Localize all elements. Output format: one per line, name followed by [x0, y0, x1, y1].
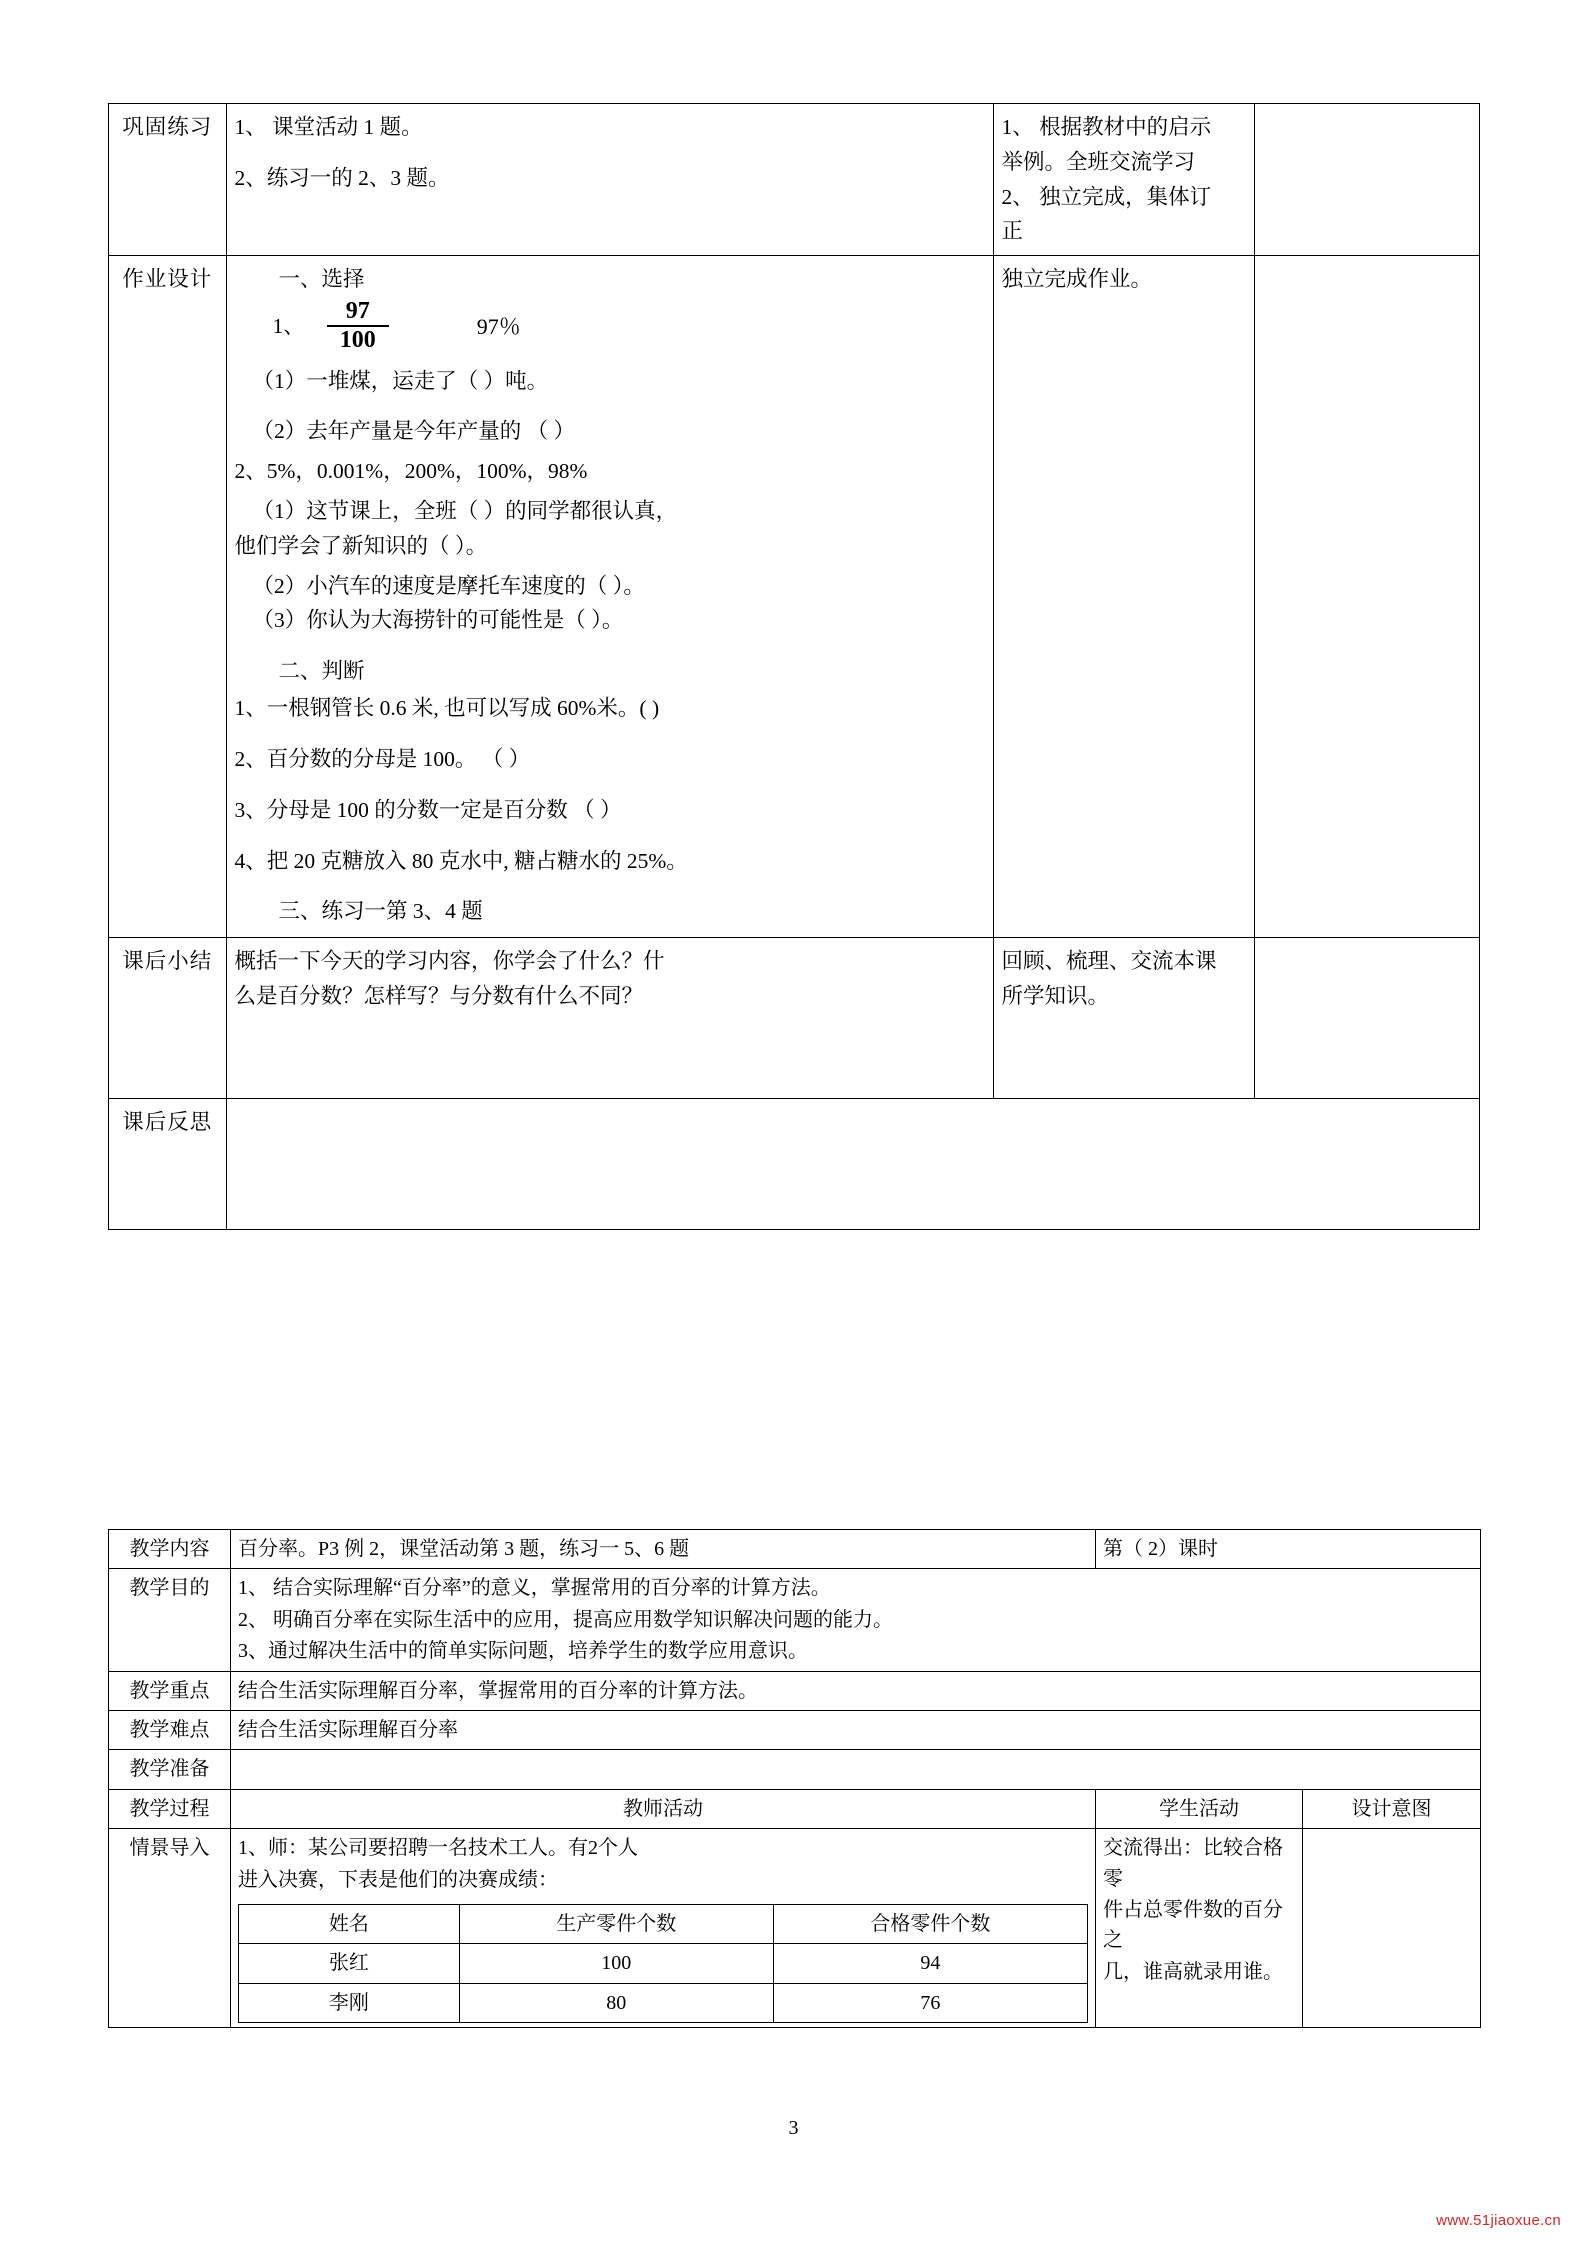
reflection-content	[226, 1098, 1480, 1229]
student-line: 1、 根据教材中的启示	[1001, 115, 1212, 139]
consolidation-line-2: 2、练习一的 2、3 题。	[234, 165, 450, 190]
class-period-value: 第（ 2）课时	[1096, 1530, 1481, 1569]
aim-line: 2、 明确百分率在实际生活中的应用，提高应用数学知识解决问题的能力。	[238, 1608, 893, 1631]
lesson-plan-table-part2	[108, 1529, 1481, 2028]
score-header-qualified: 合格零件个数	[773, 1904, 1087, 1943]
score-cell-name: 张红	[239, 1944, 460, 1983]
judgement-item-3: 3、分母是 100 的分数一定是百分数 （ ）	[234, 797, 622, 822]
table-row	[239, 1944, 1088, 1983]
teaching-content-label: 教学内容	[109, 1530, 231, 1569]
fraction-97-over-100	[327, 299, 389, 353]
student-line: 几，谁高就录用谁。	[1103, 1960, 1283, 1983]
lesson-plan-table-part1	[108, 103, 1480, 1230]
scenario-intro-label: 情景导入	[109, 1829, 231, 2028]
question-2-sub-1b: 他们学会了新知识的（ ）。	[234, 533, 488, 558]
teaching-prep-value	[231, 1750, 1481, 1789]
table-row	[109, 104, 1480, 256]
intro-line: 1、师：某公司要招聘一名技术工人。有2个人	[238, 1837, 638, 1860]
score-header-produced: 生产零件个数	[459, 1904, 773, 1943]
homework-content	[226, 256, 993, 938]
column-header-teacher-activity: 教师活动	[231, 1789, 1096, 1828]
question-2-sub-3: （3）你认为大海捞针的可能性是（ ）。	[252, 608, 624, 633]
summary-line: 概括一下今天的学习内容，你学会了什么？什	[234, 949, 665, 974]
page-number: 3	[788, 2117, 799, 2139]
row-label-summary: 课后小结	[109, 938, 227, 1099]
teaching-aims-value	[231, 1569, 1481, 1671]
question-1-percent: 97％	[476, 313, 521, 339]
student-line: 举例。全班交流学习	[1001, 149, 1196, 174]
score-cell-qualified: 76	[773, 1983, 1087, 2022]
question-1-sub-2: （2）去年产量是今年产量的 （ ）	[252, 419, 576, 444]
contest-score-table	[238, 1904, 1088, 2023]
student-line: 独立完成作业。	[1001, 267, 1153, 292]
homework-section-two-title: 二、判断	[278, 659, 365, 684]
student-line: 件占总零件数的百分之	[1103, 1898, 1283, 1952]
column-header-student-activity: 学生活动	[1096, 1789, 1303, 1828]
scenario-intro-content	[231, 1829, 1096, 2028]
score-cell-produced: 100	[459, 1944, 773, 1983]
homework-student-activity	[993, 256, 1255, 938]
table-row	[109, 1710, 1481, 1749]
score-cell-produced: 80	[459, 1983, 773, 2022]
table-row	[239, 1983, 1088, 2022]
student-line: 所学知识。	[1001, 984, 1110, 1009]
aim-line: 3、通过解决生活中的简单实际问题，培养学生的数学应用意识。	[238, 1640, 808, 1663]
teaching-prep-label: 教学准备	[109, 1750, 231, 1789]
fraction-denominator: 100	[339, 327, 376, 354]
teaching-key-value: 结合生活实际理解百分率，掌握常用的百分率的计算方法。	[231, 1671, 1481, 1710]
score-cell-name: 李刚	[239, 1983, 460, 2022]
homework-question-1	[235, 299, 985, 353]
table-header-row	[239, 1904, 1088, 1943]
scenario-intro-design-intent	[1303, 1829, 1481, 2028]
table-row	[109, 1098, 1480, 1229]
fraction-numerator: 97	[345, 298, 370, 325]
table-row	[109, 1671, 1481, 1710]
teaching-hard-value: 结合生活实际理解百分率	[231, 1710, 1481, 1749]
consolidation-student-activity	[993, 104, 1255, 256]
judgement-item-4: 4、把 20 克糖放入 80 克水中, 糖占糖水的 25%。	[234, 848, 688, 873]
intro-line: 进入决赛，下表是他们的决赛成绩：	[238, 1868, 558, 1891]
teaching-process-label: 教学过程	[109, 1789, 231, 1828]
consolidation-content	[226, 104, 993, 256]
table-row	[109, 1750, 1481, 1789]
homework-section-three-title: 三、练习一第 3、4 题	[278, 899, 483, 924]
teaching-content-value: 百分率。P3 例 2，课堂活动第 3 题，练习一 5、6 题	[231, 1530, 1096, 1569]
judgement-item-2: 2、百分数的分母是 100。 （ ）	[234, 746, 531, 771]
score-cell-qualified: 94	[773, 1944, 1087, 1983]
question-2-options: 2、5%，0.001%，200%，100%，98%	[234, 459, 588, 484]
consolidation-line-1: 1、 课堂活动 1 题。	[234, 115, 423, 139]
student-line: 交流得出：比较合格零	[1103, 1837, 1283, 1890]
homework-design-intent	[1255, 256, 1480, 938]
judgement-item-1: 1、一根钢管长 0.6 米, 也可以写成 60%米。( )	[234, 696, 660, 721]
teaching-hard-label: 教学难点	[109, 1710, 231, 1749]
question-1-sub-1: （1）一堆煤，运走了（ ）吨。	[252, 368, 549, 393]
row-label-reflection: 课后反思	[109, 1098, 227, 1229]
consolidation-design-intent	[1255, 104, 1480, 256]
student-line: 2、 独立完成，集体订	[1001, 184, 1212, 209]
student-line: 回顾、梳理、交流本课	[1001, 949, 1217, 974]
table-row	[109, 938, 1480, 1099]
question-1-number: 1、	[272, 313, 305, 338]
table-row	[109, 256, 1480, 938]
watermark-text: www.51jiaoxue.cn	[1436, 2212, 1561, 2229]
student-line: 正	[1001, 219, 1024, 244]
row-label-homework: 作业设计	[109, 256, 227, 938]
teaching-aims-label: 教学目的	[109, 1569, 231, 1671]
column-header-design-intent: 设计意图	[1303, 1789, 1481, 1828]
row-label-consolidation: 巩固练习	[109, 104, 227, 256]
teaching-key-label: 教学重点	[109, 1671, 231, 1710]
table-row	[109, 1789, 1481, 1828]
summary-content	[226, 938, 993, 1099]
table-row	[109, 1569, 1481, 1671]
summary-design-intent	[1255, 938, 1480, 1099]
aim-line: 1、 结合实际理解“百分率”的意义，掌握常用的百分率的计算方法。	[238, 1577, 831, 1600]
table-row	[109, 1829, 1481, 2028]
score-header-name: 姓名	[239, 1904, 460, 1943]
summary-student-activity	[993, 938, 1255, 1099]
question-2-sub-1a: （1）这节课上，全班（ ）的同学都很认真，	[252, 499, 678, 523]
summary-line: 么是百分数？怎样写？与分数有什么不同？	[234, 984, 644, 1009]
question-2-sub-2: （2）小汽车的速度是摩托车速度的（ ）。	[252, 573, 645, 598]
homework-section-one-title: 一、选择	[278, 267, 365, 292]
scenario-intro-student-activity	[1096, 1829, 1303, 2028]
table-row	[109, 1530, 1481, 1569]
watermark	[1436, 2212, 1561, 2229]
